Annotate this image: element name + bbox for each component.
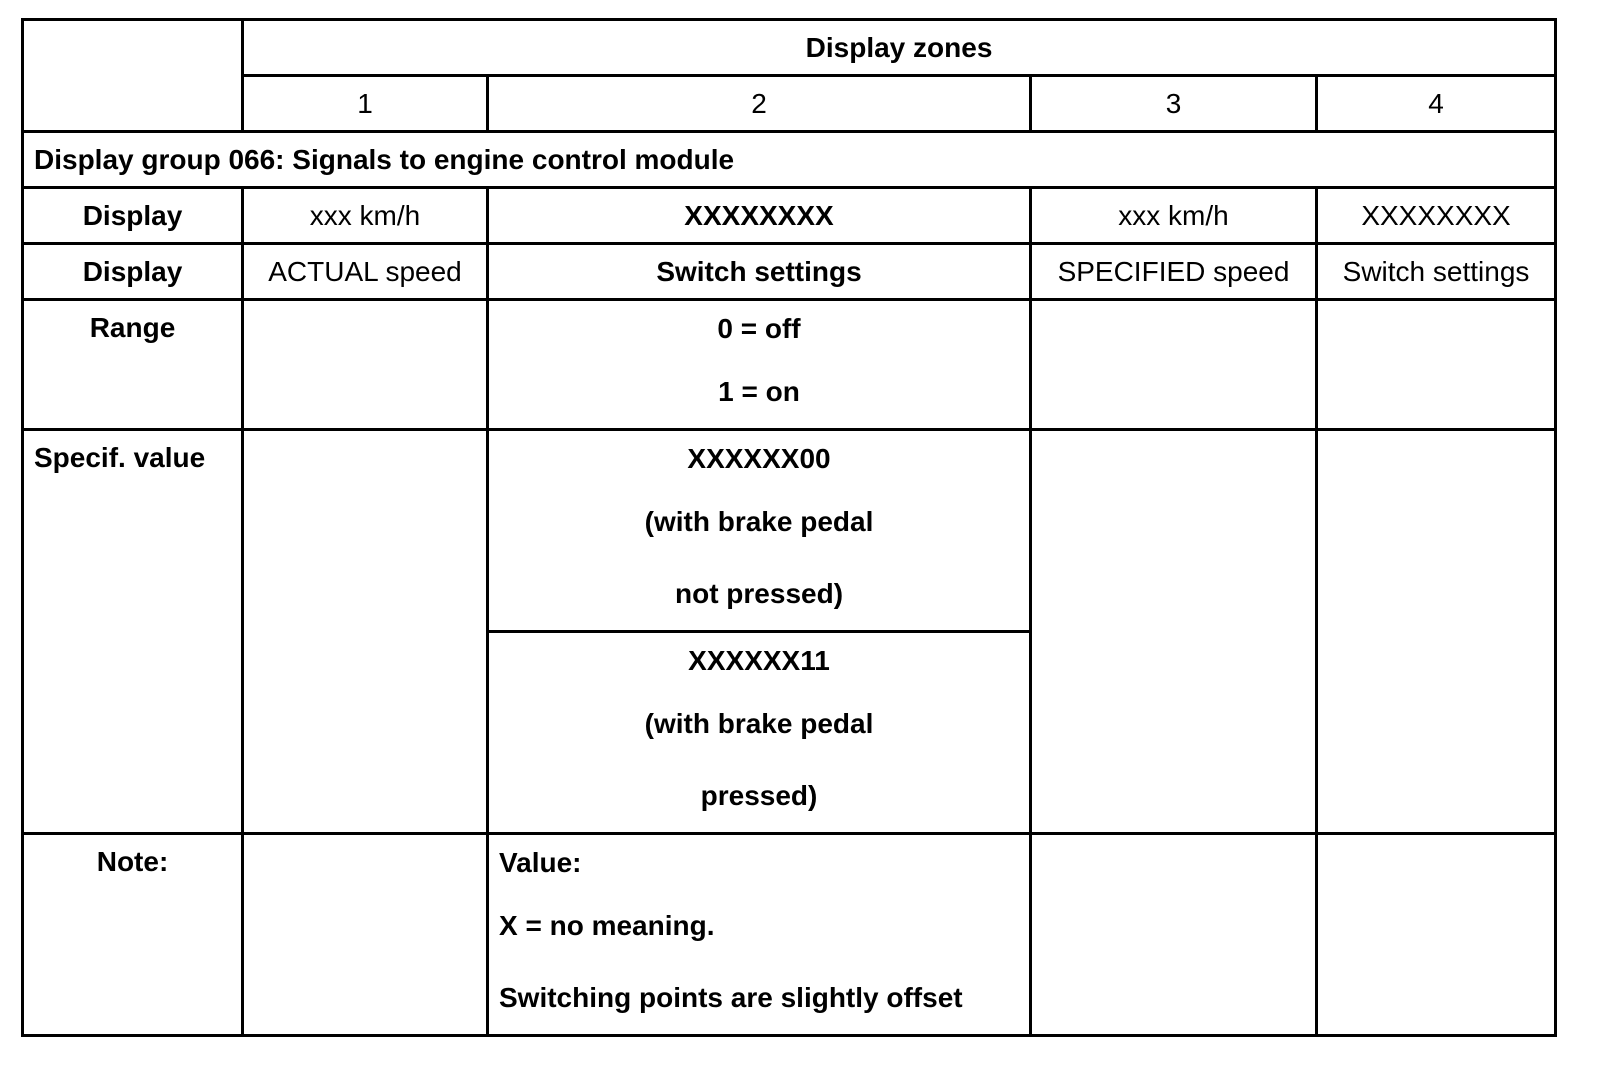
- display-value-zone-4: XXXXXXXX: [1317, 188, 1556, 244]
- specif-value-pressed: [488, 632, 1031, 834]
- specif-condition-line-1: (with brake pedal: [644, 506, 874, 537]
- note-zone-3: [1031, 834, 1317, 1036]
- display-group-table: [21, 18, 1557, 1037]
- group-title-row: [23, 132, 1556, 188]
- corner-cell: [23, 20, 243, 132]
- display-value-zone-1: xxx km/h: [243, 188, 488, 244]
- range-on-text: 1 = on: [718, 376, 800, 407]
- description-zone-3: SPECIFIED speed: [1031, 244, 1317, 300]
- range-zone-3: [1031, 300, 1317, 430]
- group-title: Display group 066: Signals to engine control module: [23, 132, 1556, 188]
- header-row-zones: [23, 20, 1556, 76]
- specif-value-zone-4: [1317, 430, 1556, 834]
- specif-code-pressed: XXXXXX11: [688, 645, 830, 676]
- note-x-meaning: X = no meaning.: [499, 910, 715, 941]
- header-row-zone-numbers: [23, 76, 1556, 132]
- display-zones-heading: Display zones: [243, 20, 1556, 76]
- note-zone-2: [488, 834, 1031, 1036]
- row-label-display: Display: [23, 188, 243, 244]
- row-label-range: Range: [23, 300, 243, 430]
- note-zone-1: [243, 834, 488, 1036]
- specif-value-zone-1: [243, 430, 488, 834]
- zone-number-3: 3: [1031, 76, 1317, 132]
- note-zone-4: [1317, 834, 1556, 1036]
- description-zone-2: Switch settings: [488, 244, 1031, 300]
- note-row: [23, 834, 1556, 1036]
- specif-value-not-pressed: [488, 430, 1031, 632]
- note-switching-points: Switching points are slightly offset: [499, 982, 963, 1013]
- display-row-1: [23, 188, 1556, 244]
- row-label-note: Note:: [23, 834, 243, 1036]
- range-zone-1: [243, 300, 488, 430]
- description-zone-4: Switch settings: [1317, 244, 1556, 300]
- range-row: [23, 300, 1556, 430]
- zone-number-1: 1: [243, 76, 488, 132]
- row-label-specif-value: Specif. value: [23, 430, 243, 834]
- specif-value-row-not-pressed: [23, 430, 1556, 632]
- display-row-2: [23, 244, 1556, 300]
- row-label-display: Display: [23, 244, 243, 300]
- range-zone-4: [1317, 300, 1556, 430]
- zone-number-4: 4: [1317, 76, 1556, 132]
- display-value-zone-2: XXXXXXXX: [488, 188, 1031, 244]
- range-off-text: 0 = off: [717, 313, 801, 344]
- note-value-label: Value:: [499, 847, 582, 878]
- display-value-zone-3: xxx km/h: [1031, 188, 1317, 244]
- range-zone-2: [488, 300, 1031, 430]
- zone-number-2: 2: [488, 76, 1031, 132]
- specif-condition-line-2: not pressed): [674, 578, 844, 609]
- specif-condition-line-2: pressed): [700, 780, 818, 811]
- specif-condition-line-1: (with brake pedal: [644, 708, 874, 739]
- specif-code-not-pressed: XXXXXX00: [687, 443, 831, 474]
- description-zone-1: ACTUAL speed: [243, 244, 488, 300]
- specif-value-zone-3: [1031, 430, 1317, 834]
